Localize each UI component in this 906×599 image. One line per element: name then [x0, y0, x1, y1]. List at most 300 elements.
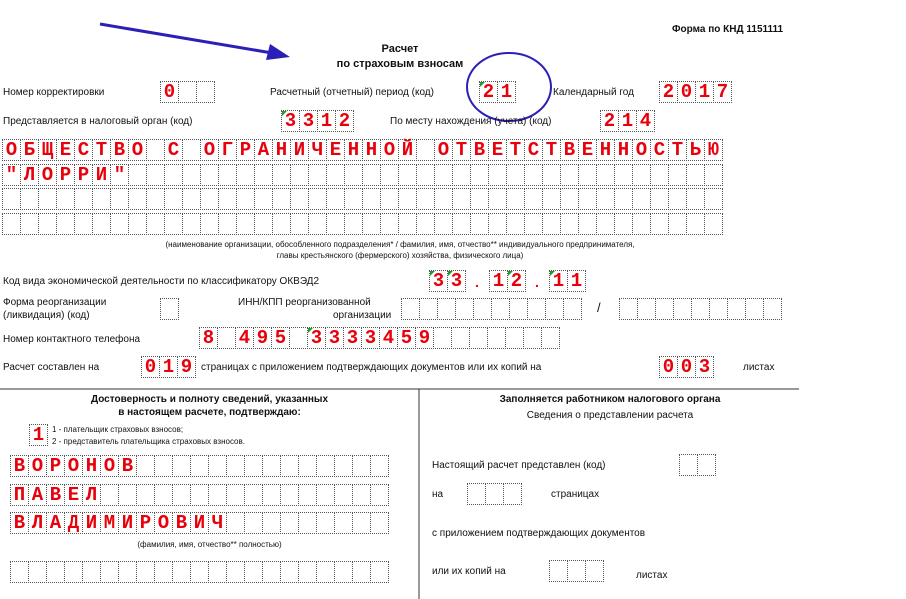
- form-cell[interactable]: [370, 484, 389, 506]
- form-cell[interactable]: [362, 164, 381, 186]
- form-cell[interactable]: [38, 213, 57, 235]
- form-cell[interactable]: Р: [56, 164, 75, 186]
- form-cell[interactable]: Ю: [704, 139, 723, 161]
- form-cell[interactable]: С: [164, 139, 183, 161]
- form-cell[interactable]: Б: [20, 139, 39, 161]
- form-cell[interactable]: [10, 561, 29, 583]
- form-cell[interactable]: [164, 213, 183, 235]
- form-cell[interactable]: [524, 164, 543, 186]
- org-name-line4[interactable]: [2, 213, 722, 235]
- form-cell[interactable]: [128, 164, 147, 186]
- form-cell[interactable]: [614, 188, 633, 210]
- form-cell[interactable]: О: [38, 164, 57, 186]
- form-cell[interactable]: [509, 298, 528, 320]
- form-cell[interactable]: [298, 512, 317, 534]
- form-cell[interactable]: [190, 561, 209, 583]
- form-cell[interactable]: [352, 561, 371, 583]
- form-cell[interactable]: [316, 512, 335, 534]
- form-cell[interactable]: [344, 188, 363, 210]
- form-cell[interactable]: [668, 213, 687, 235]
- form-cell[interactable]: [178, 81, 197, 103]
- form-cell[interactable]: 0: [141, 356, 160, 378]
- form-cell[interactable]: ": [2, 164, 21, 186]
- name-field[interactable]: [10, 484, 388, 506]
- form-cell[interactable]: [488, 164, 507, 186]
- form-cell[interactable]: М: [100, 512, 119, 534]
- form-cell[interactable]: [470, 213, 489, 235]
- form-cell[interactable]: 5: [271, 327, 290, 349]
- form-cell[interactable]: [20, 213, 39, 235]
- form-cell[interactable]: [560, 164, 579, 186]
- location-field[interactable]: [600, 110, 654, 132]
- form-cell[interactable]: А: [254, 139, 273, 161]
- form-cell[interactable]: 0: [659, 356, 678, 378]
- form-cell[interactable]: [154, 455, 173, 477]
- form-cell[interactable]: Л: [82, 484, 101, 506]
- form-cell[interactable]: [697, 454, 716, 476]
- form-cell[interactable]: [578, 213, 597, 235]
- form-cell[interactable]: [218, 188, 237, 210]
- reorg-field[interactable]: [160, 298, 178, 320]
- form-cell[interactable]: [172, 484, 191, 506]
- form-cell[interactable]: Д: [64, 512, 83, 534]
- form-cell[interactable]: [560, 213, 579, 235]
- form-cell[interactable]: [200, 188, 219, 210]
- form-cell[interactable]: [128, 213, 147, 235]
- form-cell[interactable]: [298, 455, 317, 477]
- surname-field[interactable]: [10, 455, 388, 477]
- form-cell[interactable]: Р: [136, 512, 155, 534]
- form-cell[interactable]: [619, 298, 638, 320]
- form-cell[interactable]: 9: [415, 327, 434, 349]
- form-cell[interactable]: О: [632, 139, 651, 161]
- form-cell[interactable]: Н: [82, 455, 101, 477]
- period-field[interactable]: [479, 81, 515, 103]
- form-cell[interactable]: [2, 188, 21, 210]
- form-cell[interactable]: [334, 512, 353, 534]
- form-cell[interactable]: 3: [299, 110, 318, 132]
- form-cell[interactable]: 3: [429, 270, 448, 292]
- form-cell[interactable]: [298, 561, 317, 583]
- form-cell[interactable]: [172, 561, 191, 583]
- form-cell[interactable]: Е: [326, 139, 345, 161]
- form-cell[interactable]: [704, 213, 723, 235]
- form-cell[interactable]: 1: [497, 81, 516, 103]
- form-cell[interactable]: 3: [281, 110, 300, 132]
- form-cell[interactable]: Р: [46, 455, 65, 477]
- form-cell[interactable]: [326, 164, 345, 186]
- form-cell[interactable]: В: [46, 484, 65, 506]
- form-cell[interactable]: [344, 213, 363, 235]
- form-cell[interactable]: Е: [488, 139, 507, 161]
- form-cell[interactable]: [254, 213, 273, 235]
- form-cell[interactable]: [182, 213, 201, 235]
- form-cell[interactable]: [542, 164, 561, 186]
- form-cell[interactable]: [236, 213, 255, 235]
- form-cell[interactable]: [146, 139, 165, 161]
- form-cell[interactable]: Л: [28, 512, 47, 534]
- form-cell[interactable]: [434, 213, 453, 235]
- form-cell[interactable]: Н: [272, 139, 291, 161]
- form-cell[interactable]: 4: [379, 327, 398, 349]
- form-cell[interactable]: [316, 455, 335, 477]
- form-cell[interactable]: 1: [618, 110, 637, 132]
- form-cell[interactable]: [452, 164, 471, 186]
- form-cell[interactable]: [308, 164, 327, 186]
- form-cell[interactable]: [650, 164, 669, 186]
- patronymic-field[interactable]: [10, 512, 388, 534]
- form-cell[interactable]: 5: [397, 327, 416, 349]
- form-cell[interactable]: 8: [199, 327, 218, 349]
- form-cell[interactable]: [585, 560, 604, 582]
- form-cell[interactable]: [182, 188, 201, 210]
- form-cell[interactable]: [46, 561, 65, 583]
- form-cell[interactable]: [416, 164, 435, 186]
- form-cell[interactable]: [100, 484, 119, 506]
- form-cell[interactable]: И: [118, 512, 137, 534]
- form-cell[interactable]: [290, 188, 309, 210]
- form-cell[interactable]: [244, 561, 263, 583]
- form-cell[interactable]: В: [110, 139, 129, 161]
- form-cell[interactable]: [146, 164, 165, 186]
- form-cell[interactable]: 9: [253, 327, 272, 349]
- form-cell[interactable]: [56, 188, 75, 210]
- form-cell[interactable]: [380, 188, 399, 210]
- form-cell[interactable]: [370, 455, 389, 477]
- presented-field[interactable]: [679, 454, 715, 476]
- form-cell[interactable]: [686, 213, 705, 235]
- form-cell[interactable]: [334, 484, 353, 506]
- form-cell[interactable]: [380, 164, 399, 186]
- form-cell[interactable]: [146, 188, 165, 210]
- form-cell[interactable]: [164, 164, 183, 186]
- form-cell[interactable]: [289, 327, 308, 349]
- form-cell[interactable]: [56, 213, 75, 235]
- form-cell[interactable]: 2: [600, 110, 619, 132]
- form-cell[interactable]: 2: [507, 270, 526, 292]
- form-cell[interactable]: Ч: [308, 139, 327, 161]
- form-cell[interactable]: [226, 512, 245, 534]
- form-cell[interactable]: [272, 213, 291, 235]
- form-cell[interactable]: [614, 164, 633, 186]
- form-cell[interactable]: 1: [317, 110, 336, 132]
- form-cell[interactable]: [244, 455, 263, 477]
- form-cell[interactable]: [506, 213, 525, 235]
- tax-org-field[interactable]: [281, 110, 353, 132]
- form-cell[interactable]: [272, 164, 291, 186]
- form-cell[interactable]: Н: [362, 139, 381, 161]
- form-cell[interactable]: [524, 213, 543, 235]
- form-cell[interactable]: [437, 298, 456, 320]
- form-cell[interactable]: [190, 455, 209, 477]
- form-cell[interactable]: [541, 327, 560, 349]
- form-cell[interactable]: Т: [506, 139, 525, 161]
- form-cell[interactable]: [352, 455, 371, 477]
- form-cell[interactable]: [503, 483, 522, 505]
- form-cell[interactable]: [136, 484, 155, 506]
- form-cell[interactable]: И: [190, 512, 209, 534]
- form-cell[interactable]: [2, 213, 21, 235]
- form-cell[interactable]: [196, 81, 215, 103]
- form-cell[interactable]: [505, 327, 524, 349]
- form-cell[interactable]: [763, 298, 782, 320]
- form-cell[interactable]: [326, 213, 345, 235]
- form-cell[interactable]: [308, 188, 327, 210]
- form-cell[interactable]: [506, 188, 525, 210]
- form-cell[interactable]: [290, 164, 309, 186]
- form-cell[interactable]: [226, 561, 245, 583]
- form-cell[interactable]: [164, 188, 183, 210]
- form-cell[interactable]: [146, 213, 165, 235]
- form-cell[interactable]: [560, 188, 579, 210]
- okved-group2[interactable]: [489, 270, 525, 292]
- form-cell[interactable]: [398, 188, 417, 210]
- form-cell[interactable]: 2: [659, 81, 678, 103]
- year-field[interactable]: [659, 81, 731, 103]
- form-cell[interactable]: [596, 213, 615, 235]
- form-cell[interactable]: [280, 455, 299, 477]
- form-cell[interactable]: 3: [343, 327, 362, 349]
- org-name-line3[interactable]: [2, 188, 722, 210]
- form-cell[interactable]: 1: [159, 356, 178, 378]
- form-cell[interactable]: [244, 512, 263, 534]
- org-name-line2[interactable]: [2, 164, 722, 186]
- form-cell[interactable]: [488, 188, 507, 210]
- form-cell[interactable]: [637, 298, 656, 320]
- form-cell[interactable]: [74, 213, 93, 235]
- kpp-field[interactable]: [619, 298, 781, 320]
- form-cell[interactable]: [452, 188, 471, 210]
- form-cell[interactable]: О: [28, 455, 47, 477]
- form-cell[interactable]: И: [290, 139, 309, 161]
- form-cell[interactable]: Ь: [686, 139, 705, 161]
- form-cell[interactable]: [298, 484, 317, 506]
- form-cell[interactable]: 3: [325, 327, 344, 349]
- form-cell[interactable]: [370, 561, 389, 583]
- extra-field[interactable]: [10, 561, 388, 583]
- form-cell[interactable]: [254, 188, 273, 210]
- form-cell[interactable]: [433, 327, 452, 349]
- form-cell[interactable]: [160, 298, 179, 320]
- form-cell[interactable]: [82, 561, 101, 583]
- form-cell[interactable]: 3: [307, 327, 326, 349]
- form-cell[interactable]: [545, 298, 564, 320]
- form-cell[interactable]: 2: [335, 110, 354, 132]
- form-cell[interactable]: [709, 298, 728, 320]
- form-cell[interactable]: [632, 164, 651, 186]
- form-cell[interactable]: [668, 188, 687, 210]
- phone-field[interactable]: [199, 327, 559, 349]
- form-cell[interactable]: [28, 561, 47, 583]
- form-cell[interactable]: [172, 455, 191, 477]
- form-cell[interactable]: [470, 188, 489, 210]
- form-cell[interactable]: [655, 298, 674, 320]
- form-cell[interactable]: Н: [596, 139, 615, 161]
- form-cell[interactable]: [334, 561, 353, 583]
- signer-code-field[interactable]: [29, 424, 47, 444]
- form-cell[interactable]: [419, 298, 438, 320]
- right-pages-field[interactable]: [467, 483, 521, 505]
- form-cell[interactable]: О: [434, 139, 453, 161]
- form-cell[interactable]: [316, 561, 335, 583]
- form-cell[interactable]: [632, 188, 651, 210]
- form-cell[interactable]: [236, 164, 255, 186]
- form-cell[interactable]: [434, 164, 453, 186]
- form-cell[interactable]: [467, 483, 486, 505]
- form-cell[interactable]: [563, 298, 582, 320]
- form-cell[interactable]: П: [10, 484, 29, 506]
- form-cell[interactable]: О: [2, 139, 21, 161]
- form-cell[interactable]: Г: [218, 139, 237, 161]
- form-cell[interactable]: [118, 561, 137, 583]
- form-cell[interactable]: [254, 164, 273, 186]
- form-cell[interactable]: [280, 512, 299, 534]
- form-cell[interactable]: [679, 454, 698, 476]
- form-cell[interactable]: [217, 327, 236, 349]
- form-cell[interactable]: Р: [74, 164, 93, 186]
- form-cell[interactable]: [208, 561, 227, 583]
- form-cell[interactable]: [596, 188, 615, 210]
- form-cell[interactable]: Л: [20, 164, 39, 186]
- form-cell[interactable]: [226, 455, 245, 477]
- form-cell[interactable]: [280, 484, 299, 506]
- form-cell[interactable]: [434, 188, 453, 210]
- form-cell[interactable]: [745, 298, 764, 320]
- form-cell[interactable]: [527, 298, 546, 320]
- form-cell[interactable]: [182, 164, 201, 186]
- form-cell[interactable]: Ч: [208, 512, 227, 534]
- form-cell[interactable]: 1: [489, 270, 508, 292]
- form-cell[interactable]: [236, 188, 255, 210]
- form-cell[interactable]: [110, 213, 129, 235]
- form-cell[interactable]: [64, 561, 83, 583]
- form-cell[interactable]: В: [560, 139, 579, 161]
- form-cell[interactable]: [262, 561, 281, 583]
- form-cell[interactable]: [128, 188, 147, 210]
- form-cell[interactable]: [542, 188, 561, 210]
- form-cell[interactable]: [208, 484, 227, 506]
- form-cell[interactable]: О: [200, 139, 219, 161]
- form-cell[interactable]: [668, 164, 687, 186]
- form-cell[interactable]: [451, 327, 470, 349]
- form-cell[interactable]: [614, 213, 633, 235]
- form-cell[interactable]: [473, 298, 492, 320]
- form-cell[interactable]: [578, 188, 597, 210]
- form-cell[interactable]: [218, 213, 237, 235]
- form-cell[interactable]: [190, 484, 209, 506]
- form-cell[interactable]: [280, 561, 299, 583]
- form-cell[interactable]: [704, 188, 723, 210]
- form-cell[interactable]: Н: [614, 139, 633, 161]
- form-cell[interactable]: [136, 561, 155, 583]
- form-cell[interactable]: Е: [64, 484, 83, 506]
- form-cell[interactable]: 1: [695, 81, 714, 103]
- form-cell[interactable]: [398, 213, 417, 235]
- form-cell[interactable]: [208, 455, 227, 477]
- form-cell[interactable]: [691, 298, 710, 320]
- form-cell[interactable]: А: [46, 512, 65, 534]
- form-cell[interactable]: Щ: [38, 139, 57, 161]
- form-cell[interactable]: [398, 164, 417, 186]
- form-cell[interactable]: [416, 188, 435, 210]
- org-name-line1[interactable]: [2, 139, 722, 161]
- form-cell[interactable]: [308, 213, 327, 235]
- form-cell[interactable]: Т: [92, 139, 111, 161]
- form-cell[interactable]: [416, 139, 435, 161]
- form-cell[interactable]: В: [172, 512, 191, 534]
- form-cell[interactable]: [549, 560, 568, 582]
- form-cell[interactable]: В: [118, 455, 137, 477]
- form-cell[interactable]: [596, 164, 615, 186]
- form-cell[interactable]: [370, 512, 389, 534]
- form-cell[interactable]: С: [74, 139, 93, 161]
- form-cell[interactable]: Т: [452, 139, 471, 161]
- form-cell[interactable]: Т: [668, 139, 687, 161]
- form-cell[interactable]: 1: [567, 270, 586, 292]
- form-cell[interactable]: 1: [29, 424, 48, 446]
- form-cell[interactable]: А: [28, 484, 47, 506]
- form-cell[interactable]: 0: [160, 81, 179, 103]
- form-cell[interactable]: [491, 298, 510, 320]
- form-cell[interactable]: [704, 164, 723, 186]
- form-cell[interactable]: В: [10, 512, 29, 534]
- copies-field[interactable]: [659, 356, 713, 378]
- form-cell[interactable]: [485, 483, 504, 505]
- correction-field[interactable]: [160, 81, 214, 103]
- form-cell[interactable]: [136, 455, 155, 477]
- form-cell[interactable]: [632, 213, 651, 235]
- okved-group3[interactable]: [549, 270, 585, 292]
- form-cell[interactable]: [182, 139, 201, 161]
- form-cell[interactable]: [38, 188, 57, 210]
- form-cell[interactable]: О: [100, 455, 119, 477]
- form-cell[interactable]: 0: [677, 81, 696, 103]
- form-cell[interactable]: [452, 213, 471, 235]
- form-cell[interactable]: [524, 188, 543, 210]
- form-cell[interactable]: [578, 164, 597, 186]
- form-cell[interactable]: [650, 213, 669, 235]
- form-cell[interactable]: [218, 164, 237, 186]
- form-cell[interactable]: 3: [447, 270, 466, 292]
- inn-field[interactable]: [401, 298, 581, 320]
- form-cell[interactable]: О: [64, 455, 83, 477]
- form-cell[interactable]: [506, 164, 525, 186]
- form-cell[interactable]: [326, 188, 345, 210]
- form-cell[interactable]: 2: [479, 81, 498, 103]
- form-cell[interactable]: 1: [549, 270, 568, 292]
- form-cell[interactable]: [455, 298, 474, 320]
- form-cell[interactable]: С: [524, 139, 543, 161]
- form-cell[interactable]: ": [110, 164, 129, 186]
- form-cell[interactable]: [542, 213, 561, 235]
- form-cell[interactable]: [74, 188, 93, 210]
- form-cell[interactable]: 4: [235, 327, 254, 349]
- right-copies-field[interactable]: [549, 560, 603, 582]
- form-cell[interactable]: Е: [56, 139, 75, 161]
- form-cell[interactable]: [200, 213, 219, 235]
- form-cell[interactable]: [469, 327, 488, 349]
- form-cell[interactable]: В: [470, 139, 489, 161]
- form-cell[interactable]: Н: [344, 139, 363, 161]
- form-cell[interactable]: [272, 188, 291, 210]
- form-cell[interactable]: 3: [695, 356, 714, 378]
- form-cell[interactable]: [20, 188, 39, 210]
- form-cell[interactable]: С: [650, 139, 669, 161]
- form-cell[interactable]: 0: [677, 356, 696, 378]
- form-cell[interactable]: [316, 484, 335, 506]
- pages-field[interactable]: [141, 356, 195, 378]
- form-cell[interactable]: [118, 484, 137, 506]
